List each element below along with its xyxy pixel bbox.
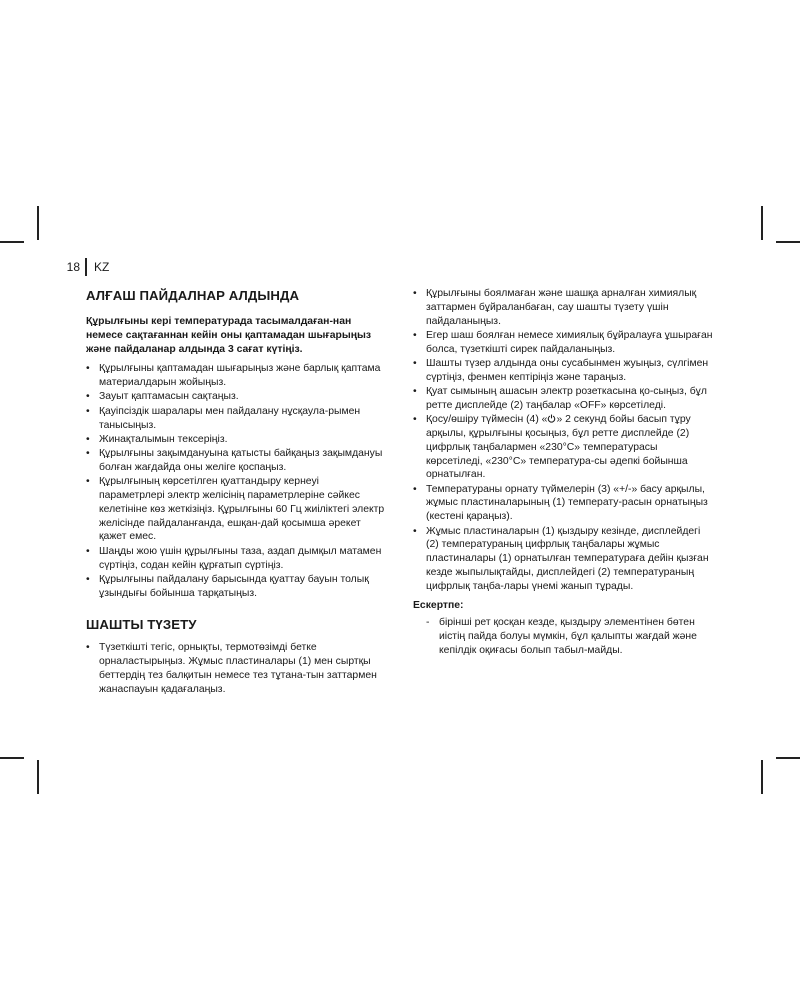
list-item: • Жинақталымын тексеріңіз.: [86, 433, 386, 447]
note-item: - бірінші рет қосқан кезде, қыздыру элементінен бөтен иістің пайда болуы мүмкін, бұл қалыпты жағдай және кепілдік оқиғасы болып табыл-майды.: [426, 616, 715, 657]
list-item-power: [413, 413, 715, 482]
list-item: • Құрылғыны боялмаған және шашқа арналған химиялық заттармен бұйраланбаған, сау шашты түзету үшін пайдаланыңыз.: [413, 287, 715, 328]
power-text-after: » 2 секунд бойы басып тұру арқылы, құрылғыны қосыңыз, бұл ретте дисплейде (2) цифрлық таңбалармен «230°С» температурасы көрсетіледі, «230°С» температура-сы әдепкі бойынша орнатылған.: [426, 414, 691, 481]
list-item: • Құрылғыны зақымдануына қатысты байқаңыз зақымдануы болған жағдайда оны желіге қоспаңыз.: [86, 447, 386, 475]
page-header: [58, 258, 109, 276]
crop-mark: [761, 206, 763, 240]
note-heading: Ескертпе:: [413, 599, 464, 611]
list-item: • Температураны орнату түймелерін (3) «+/-» басу арқылы, жұмыс пластиналарының (1) температу-расын орнатыңыз (кестені қараңыз).: [413, 483, 715, 524]
left-column: [86, 288, 386, 697]
page-number: 18: [66, 260, 80, 274]
list-item: • Шаңды жою үшін құрылғыны таза, аздап дымқыл матамен сүртіңіз, содан кейін құрғатып сүртіңіз.: [86, 545, 386, 573]
list-item: • Егер шаш боялған немесе химиялық бұйралауға ұшыраған болса, түзеткішті сирек пайдаланыңыз.: [413, 329, 715, 357]
crop-mark: [0, 757, 24, 759]
straightening-steps-list: [413, 287, 715, 594]
crop-mark: [37, 760, 39, 794]
list-item: • Құрылғыны қаптамадан шығарыңыз және барлық қаптама материалдарын жойыңыз.: [86, 362, 386, 390]
crop-mark: [37, 206, 39, 240]
crop-mark: [0, 241, 24, 243]
right-column: [413, 287, 715, 658]
straightening-list: [86, 641, 386, 696]
language-code: KZ: [94, 260, 110, 274]
list-item: • Қауіпсіздік шаралары мен пайдалану нұсқаула-рымен танысыңыз.: [86, 405, 386, 433]
list-item: • Құрылғының көрсетілген қуаттандыру кернеуі параметрлері электр желісінің параметрлеріне сәйкес келетініне көз жеткізіңіз. Құрылғыны 60 Гц жиіліктегі электр желісінде пайдаланғанда, ешқан-дай қосымша әрекет қажет емес.: [86, 475, 386, 544]
header-divider: [85, 258, 87, 276]
power-text-before: Қосу/өшіру түймесін (4) «: [426, 414, 548, 426]
list-item: • Түзеткішті тегіс, орнықты, термотөзімді бетке орналастырыңыз. Жұмыс пластиналары (1) мен сыртқы беттердің тез балқитын немесе тез тұтана-тын заттармен жанаспауын қадағалаңыз.: [86, 641, 386, 696]
before-use-list: [86, 362, 386, 600]
section-heading-straightening: ШАШТЫ ТҮЗЕТУ: [86, 617, 197, 633]
note-list: [413, 616, 715, 657]
list-item: • Құрылғыны пайдалану барысында қуаттау бауын толық ұзындығы бойынша тарқатыңыз.: [86, 573, 386, 601]
list-item: • Шашты түзер алдында оны сусабынмен жуыңыз, сүлгімен сүртіңіз, фенмен кептіріңіз және тараңыз.: [413, 357, 715, 385]
crop-mark: [776, 241, 800, 243]
list-item: • Зауыт қаптамасын сақтаңыз.: [86, 390, 386, 404]
section-heading-before-use: АЛҒАШ ПАЙДАЛНАР АЛДЫНДА: [86, 288, 300, 303]
crop-mark: [776, 757, 800, 759]
crop-mark: [761, 760, 763, 794]
intro-paragraph: Құрылғыны кері температурада тасымалдаған-нан немесе сақтағаннан кейін оны қаптамадан шығарыңыз және пайдаланар алдында 3 сағат күтіңіз.: [86, 316, 372, 355]
list-item: • Жұмыс пластиналарын (1) қыздыру кезінде, дисплейдегі (2) температураның цифрлық таңбалары жұмыс пластиналары (1) орнатылған температураға дейін қызған кезде жыпылықтайды, дисплейдегі (2) температураның цифрлық таңба-лары үнемі жанып тұрады.: [413, 525, 715, 594]
list-item: • Қуат сымының ашасын электр розеткасына қо-сыңыз, бұл ретте дисплейде (2) таңбалар «OFF» көрсетіледі.: [413, 385, 715, 413]
